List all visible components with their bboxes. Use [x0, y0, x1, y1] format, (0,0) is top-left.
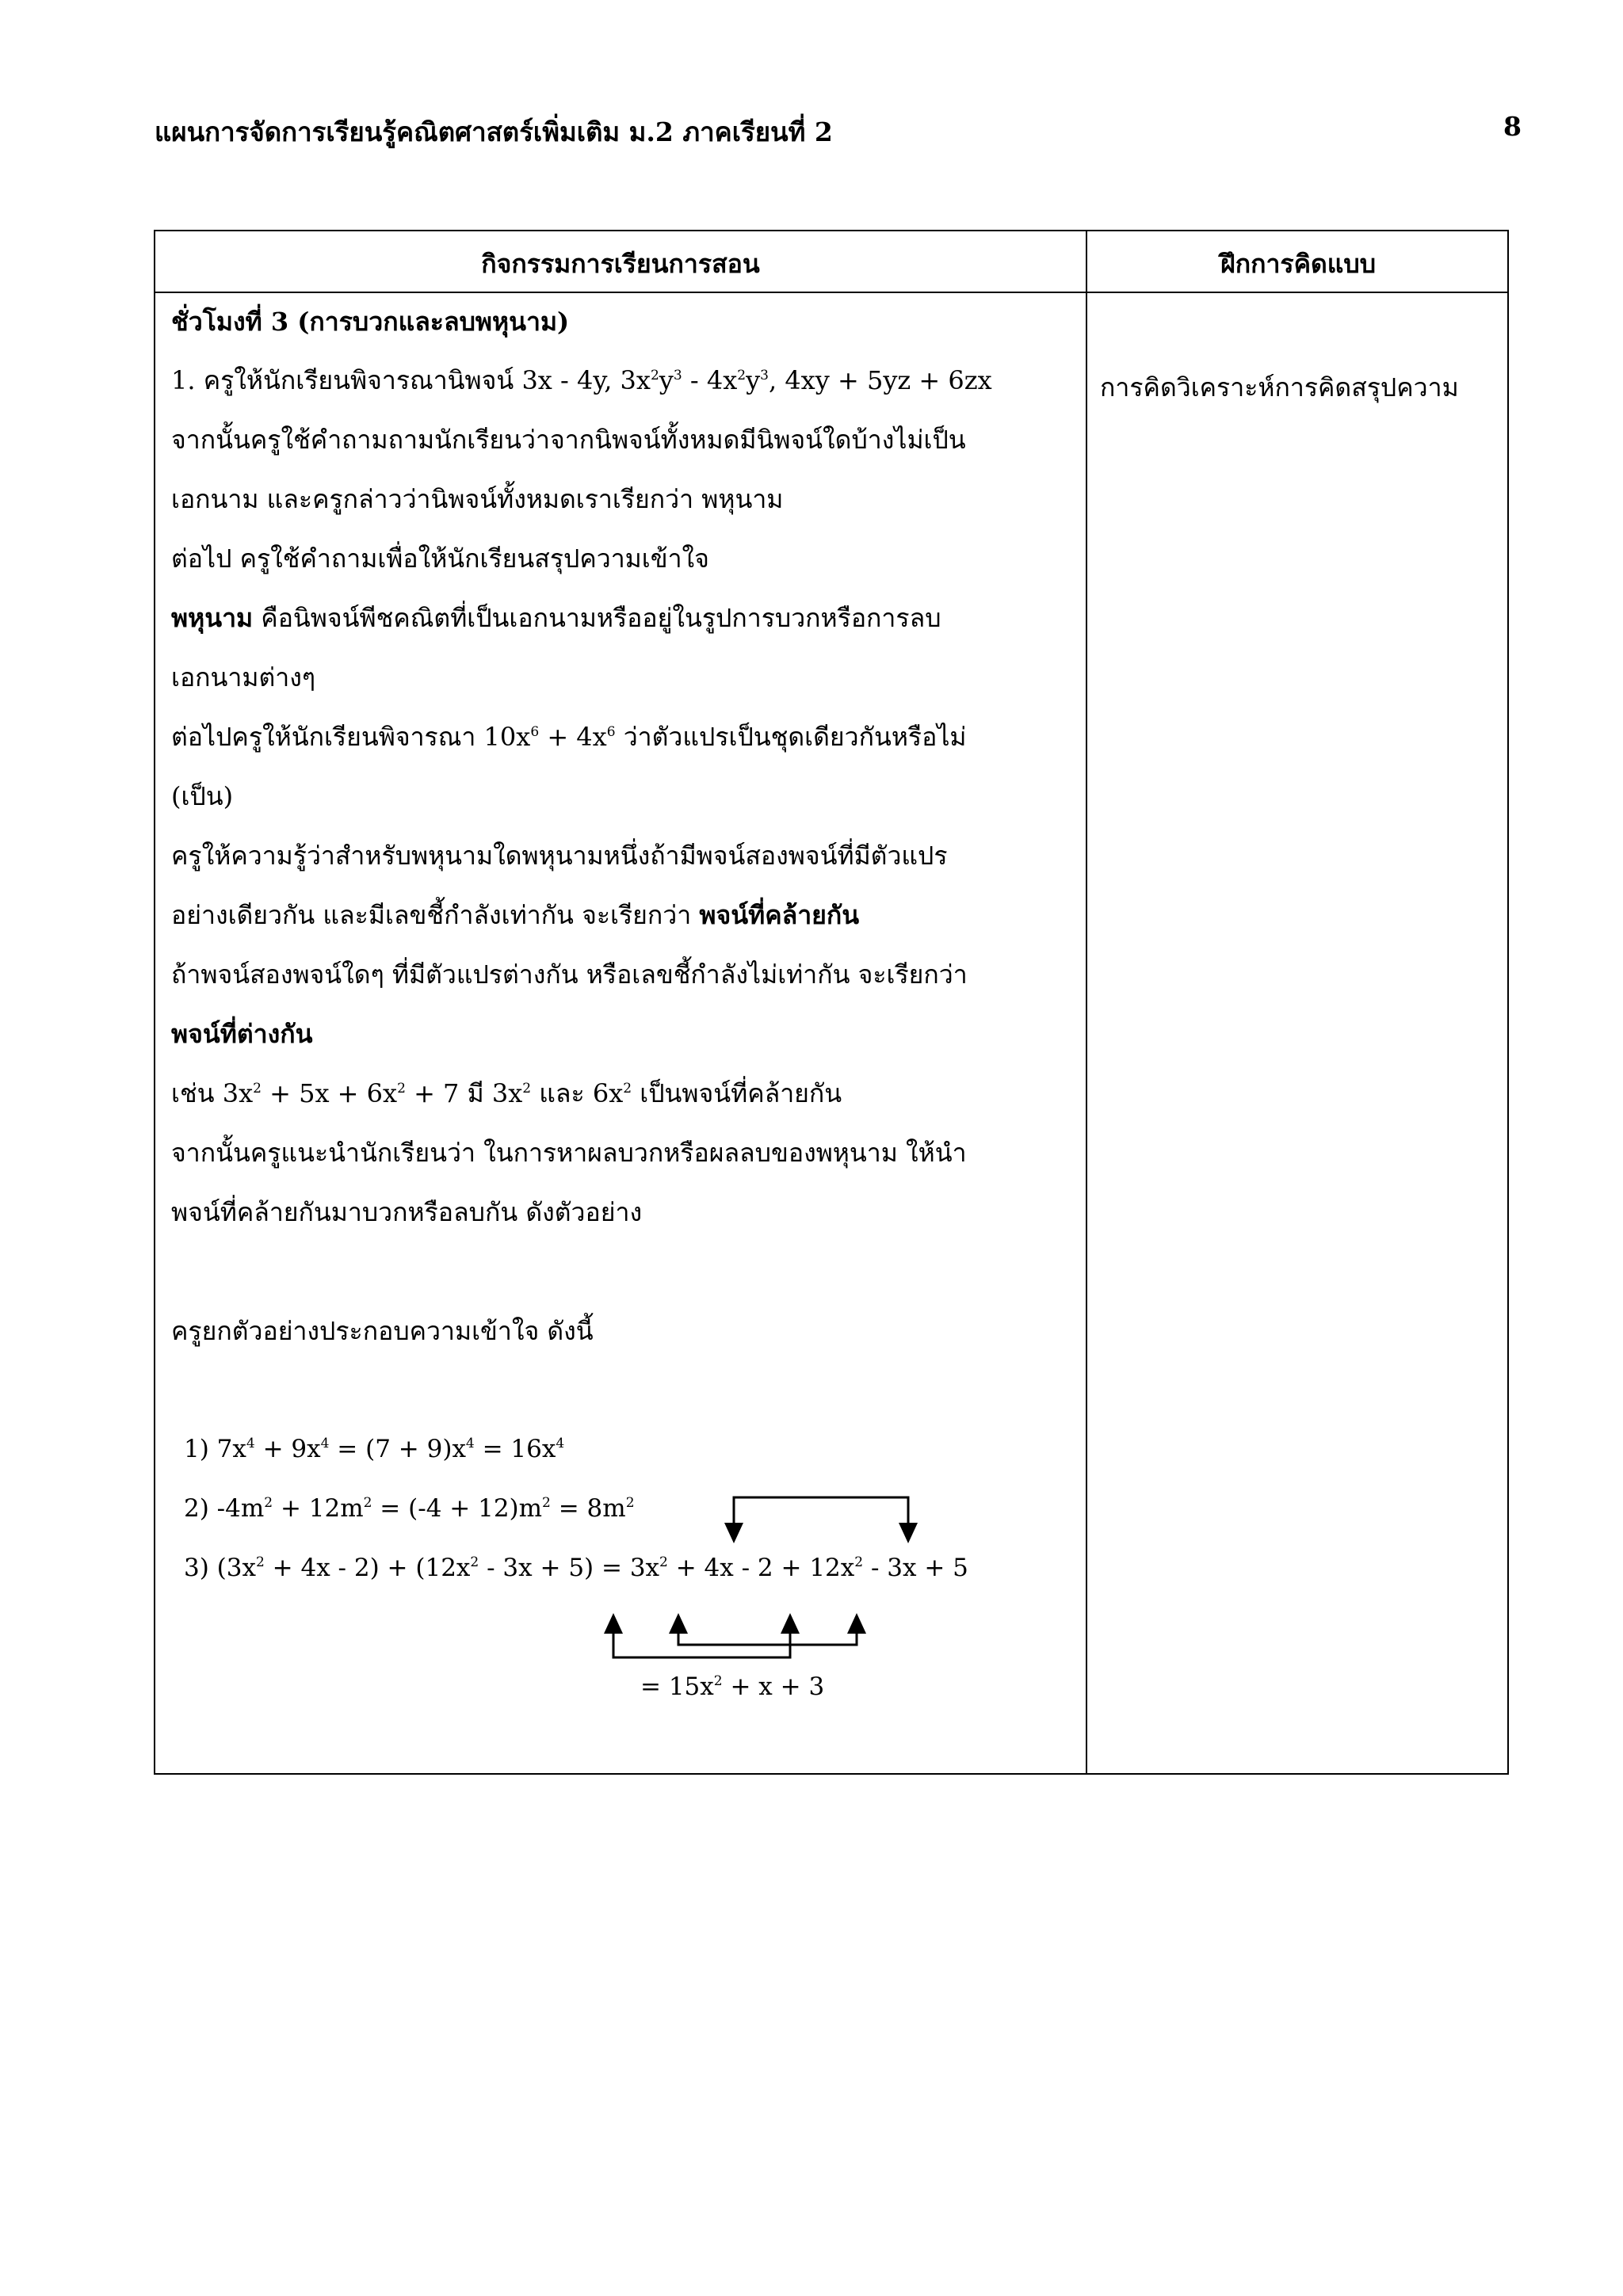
hour-title: ชั่วโมงที่ 3 (การบวกและลบพหุนาม) — [171, 307, 570, 337]
example-1: 1) $7x^4 + 9x^4 = (7 + 9)x^4 = 16x^4$ — [184, 1435, 565, 1463]
paragraph-11: ถ้าพจน์สองพจน์ใดๆ ที่มีตัวแปรต่างกัน หรือเลขชี้กำลังไม่เท่ากัน จะเรียกว่า — [171, 959, 968, 990]
column-divider — [1086, 231, 1087, 1773]
column-header-thinking-skill: ฝึกการคิดแบบ — [1220, 249, 1377, 279]
paragraph-6: เอกนามต่างๆ — [171, 662, 316, 692]
page-number: 8 — [1503, 111, 1522, 142]
paragraph-15: พจน์ที่คล้ายกันมาบวกหรือลบกัน ดังตัวอย่าง — [171, 1197, 643, 1227]
paragraph-14: จากนั้นครูแนะนำนักเรียนว่า ในการหาผลบวกหรือผลลบของพหุนาม ให้นำ — [171, 1138, 967, 1168]
paragraph-7: ต่อไปครูให้นักเรียนพิจารณา $10x^6 + 4x^6$ ว่าตัวแปรเป็นชุดเดียวกันหรือไม่ — [171, 722, 967, 752]
like-terms-arrows — [155, 231, 1083, 1776]
lesson-table — [154, 230, 1509, 1775]
paragraph-10: อย่างเดียวกัน และมีเลขชี้กำลังเท่ากัน จะเรียกว่า พจน์ที่คล้ายกัน — [171, 900, 860, 930]
example-3: 3) $(3x^2 + 4x - 2) + (12x^2 - 3x + 5) = 3x^2 + 4x - 2 + 12x^2 - 3x + 5$ — [184, 1554, 968, 1582]
document-title: แผนการจัดการเรียนรู้คณิตศาสตร์เพิ่มเติม ม.2 ภาคเรียนที่ 2 — [155, 116, 833, 147]
paragraph-13: เช่น $3x^2 + 5x + 6x^2 + 7$ มี $3x^2$ และ $6x^2$ เป็นพจน์ที่คล้ายกัน — [171, 1078, 842, 1108]
column-header-activities: กิจกรรมการเรียนการสอน — [481, 249, 760, 279]
paragraph-2: จากนั้นครูใช้คำถามถามนักเรียนว่าจากนิพจน์ทั้งหมดมีนิพจน์ใดบ้างไม่เป็น — [171, 425, 966, 455]
paragraph-9: ครูให้ความรู้ว่าสำหรับพหุนามใดพหุนามหนึ่งถ้ามีพจน์สองพจน์ที่มีตัวแปร — [171, 841, 948, 871]
paragraph-4: ต่อไป ครูใช้คำถามเพื่อให้นักเรียนสรุปความเข้าใจ — [171, 543, 709, 574]
paragraph-3: เอกนาม และครูกล่าวว่านิพจน์ทั้งหมดเราเรียกว่า พหุนาม — [171, 484, 784, 514]
paragraph-1: 1. ครูให้นักเรียนพิจารณานิพจน์ 3x - 4y, $3x^2y^3 - 4x^2y^3$, 4xy + 5yz + 6zx — [171, 365, 992, 395]
term-unlike-terms: พจน์ที่ต่างกัน — [171, 1019, 313, 1049]
thinking-skill-text: การคิดวิเคราะห์การคิดสรุปความ — [1100, 372, 1459, 402]
term-like-terms: พจน์ที่คล้ายกัน — [699, 900, 860, 930]
paragraph-5: พหุนาม คือนิพจน์พีชคณิตที่เป็นเอกนามหรืออยู่ในรูปการบวกหรือการลบ — [171, 603, 941, 633]
term-polynomial: พหุนาม — [171, 603, 254, 633]
example-3-result: = $15x^2 + x + 3$ — [640, 1672, 825, 1701]
paragraph-8: (เป็น) — [171, 781, 234, 811]
paragraph-16: ครูยกตัวอย่างประกอบความเข้าใจ ดังนี้ — [171, 1316, 594, 1346]
example-2: 2) $-4m^2 + 12m^2 = (-4 + 12)m^2 = 8m^2$ — [184, 1494, 635, 1523]
